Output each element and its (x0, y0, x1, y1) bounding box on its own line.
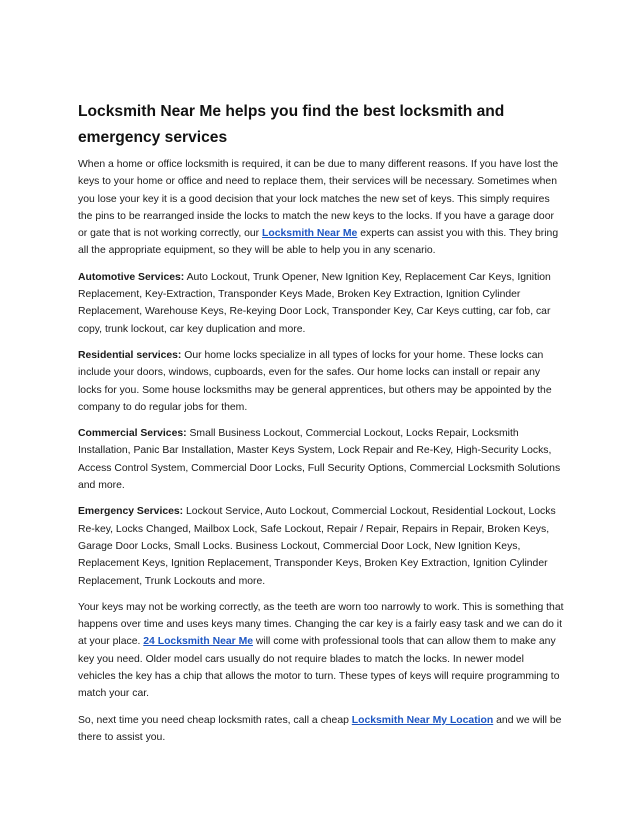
emergency-paragraph (78, 503, 564, 589)
intro-text-after: experts can assist you with this. They bring all the appropriate equipment, so they will be able to help you in any scenario. (78, 228, 559, 257)
closing-text-after: and we will be there to assist you. (78, 714, 562, 743)
intro-paragraph (78, 156, 564, 260)
car-keys-text-before: Your keys may not be working correctly, as the teeth are worn too narrowly to work. This is something that happens over time and uses keys many times. Changing the car key is a fairly easy task and we can do it at your place. (78, 601, 564, 648)
locksmith-near-my-location-link[interactable]: Locksmith Near My Location (351, 714, 494, 726)
document-body (78, 99, 564, 755)
residential-label: Residential services: (78, 349, 182, 361)
commercial-label: Commercial Services: (78, 428, 187, 440)
commercial-text: Small Business Lockout, Commercial Lockout, Locks Repair, Locksmith Installation, Panic Bar Installation, Master Keys System, Lock Repair and Re-Key, High-Security Locks, Access Control System, Commercial Door Locks, Full Security Options, Commercial Locksmith Solutions and more. (78, 428, 561, 492)
automotive-text: Auto Lockout, Trunk Opener, New Ignition Key, Replacement Car Keys, Ignition Replacement, Key-Extraction, Transponder Keys Made, Broken Key Extraction, Ignition Cylinder Replacement, Warehouse Keys, Re-keying Door Lock, Transponder Key, Car Keys cutting, car fob, car copy, trunk lockout, car key duplication and more. (78, 271, 551, 335)
car-keys-text-after: will come with professional tools that can allow them to make any key you need. Older model cars usually do not require blades to match the locks. In newer model vehicles the key has a chip that allows the motor to turn. These types of keys will require programming to match your car. (78, 636, 560, 700)
intro-text-before: When a home or office locksmith is required, it can be due to many different reasons. If you have lost the keys to your home or office and need to replace them, their services will be necessary. Sometimes when you lose your key it is a good decision that your lock matches the new set of keys. This simply requires the pins to be rearranged inside the locks to match the new keys to the locks. If you have a garage door or gate that is not working correctly, our (78, 159, 559, 240)
automotive-paragraph (78, 269, 564, 338)
car-keys-paragraph (78, 599, 564, 703)
closing-paragraph (78, 712, 564, 747)
residential-paragraph (78, 347, 564, 416)
automotive-label: Automotive Services: (78, 271, 185, 283)
locksmith-near-me-link[interactable]: Locksmith Near Me (262, 228, 358, 240)
emergency-label: Emergency Services: (78, 506, 184, 518)
page-title: Locksmith Near Me helps you find the best locksmith and emergency services (78, 103, 505, 146)
commercial-paragraph (78, 425, 564, 494)
residential-text: Our home locks specialize in all types of locks for your home. These locks can include your doors, windows, cupboards, even for the safes. Our home locks can install or repair any locks for you. Some house locksmiths may be general apprentices, but others may be appointed by the company to do regular jobs for them. (78, 349, 552, 413)
24-locksmith-near-me-link[interactable]: 24 Locksmith Near Me (143, 636, 254, 648)
emergency-text: Lockout Service, Auto Lockout, Commercial Lockout, Residential Lockout, Locks Re-key, Locks Changed, Mailbox Lock, Safe Lockout, Repair / Repair, Repairs in Repair, Broken Keys, Garage Door Locks, Small Locks. Business Lockout, Commercial Door Lock, New Ignition Keys, Replacement Keys, Ignition Replacement, Transponder Keys, Broken Key Extraction, Ignition Cylinder Replacement, Trunk Lockouts and more. (78, 506, 556, 587)
closing-text-before: So, next time you need cheap locksmith rates, call a cheap (78, 714, 352, 726)
